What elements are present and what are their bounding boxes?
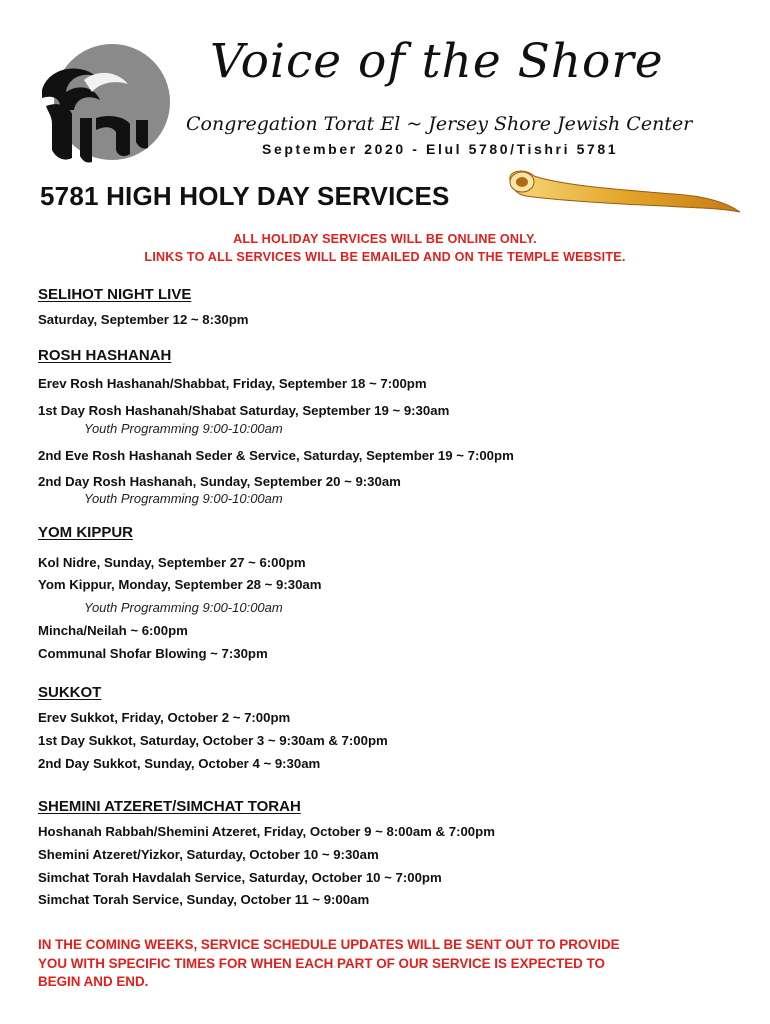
service-line: Mincha/Neilah ~ 6:00pm [38, 623, 188, 638]
youth-programming-note: Youth Programming 9:00-10:00am [84, 600, 283, 615]
section-title-sukkot: SUKKOT [38, 684, 102, 701]
congregation-subtitle: Congregation Torat El ~ Jersey Shore Jewish Center [186, 113, 693, 135]
service-line: 1st Day Rosh Hashanah/Shabat Saturday, September 19 ~ 9:30am [38, 403, 450, 418]
service-line: Yom Kippur, Monday, September 28 ~ 9:30am [38, 577, 322, 592]
service-line: Communal Shofar Blowing ~ 7:30pm [38, 646, 268, 661]
youth-programming-note: Youth Programming 9:00-10:00am [84, 491, 283, 506]
online-notice: ALL HOLIDAY SERVICES WILL BE ONLINE ONLY. [233, 232, 537, 246]
newsletter-title: Voice of the Shore [210, 34, 664, 89]
service-line: Erev Sukkot, Friday, October 2 ~ 7:00pm [38, 710, 291, 725]
section-title-selihot: SELIHOT NIGHT LIVE [38, 286, 192, 303]
service-line: 2nd Day Rosh Hashanah, Sunday, September 20 ~ 9:30am [38, 474, 401, 489]
footer-line: BEGIN AND END. [38, 974, 149, 989]
service-line: Simchat Torah Havdalah Service, Saturday, October 10 ~ 7:00pm [38, 870, 442, 885]
service-line: Erev Rosh Hashanah/Shabbat, Friday, September 18 ~ 7:00pm [38, 376, 427, 391]
service-line: Kol Nidre, Sunday, September 27 ~ 6:00pm [38, 555, 306, 570]
issue-dateline: September 2020 - Elul 5780/Tishri 5781 [262, 141, 619, 157]
section-title-yom-kippur: YOM KIPPUR [38, 524, 134, 541]
schedule-update-notice [38, 936, 738, 992]
service-line: Saturday, September 12 ~ 8:30pm [38, 312, 249, 327]
service-line: 1st Day Sukkot, Saturday, October 3 ~ 9:30am & 7:00pm [38, 733, 388, 748]
service-line: 2nd Day Sukkot, Sunday, October 4 ~ 9:30am [38, 756, 321, 771]
footer-line: YOU WITH SPECIFIC TIMES FOR WHEN EACH PART OF OUR SERVICE IS EXPECTED TO [38, 955, 605, 971]
section-title-rosh-hashanah: ROSH HASHANAH [38, 347, 172, 364]
service-line: Simchat Torah Service, Sunday, October 11 ~ 9:00am [38, 892, 370, 907]
service-line: Hoshanah Rabbah/Shemini Atzeret, Friday, October 9 ~ 8:00am & 7:00pm [38, 824, 495, 839]
links-notice: LINKS TO ALL SERVICES WILL BE EMAILED AND ON THE TEMPLE WEBSITE. [144, 250, 626, 264]
shofar-icon [504, 166, 744, 216]
footer-line: IN THE COMING WEEKS, SERVICE SCHEDULE UPDATES WILL BE SENT OUT TO PROVIDE [38, 937, 620, 952]
page-heading: 5781 HIGH HOLY DAY SERVICES [40, 181, 450, 211]
wave-logo-icon [38, 40, 170, 172]
service-line: 2nd Eve Rosh Hashanah Seder & Service, Saturday, September 19 ~ 7:00pm [38, 448, 514, 463]
youth-programming-note: Youth Programming 9:00-10:00am [84, 421, 283, 436]
service-line: Shemini Atzeret/Yizkor, Saturday, October 10 ~ 9:30am [38, 847, 379, 862]
section-title-shemini-atzeret: SHEMINI ATZERET/SIMCHAT TORAH [38, 798, 301, 815]
